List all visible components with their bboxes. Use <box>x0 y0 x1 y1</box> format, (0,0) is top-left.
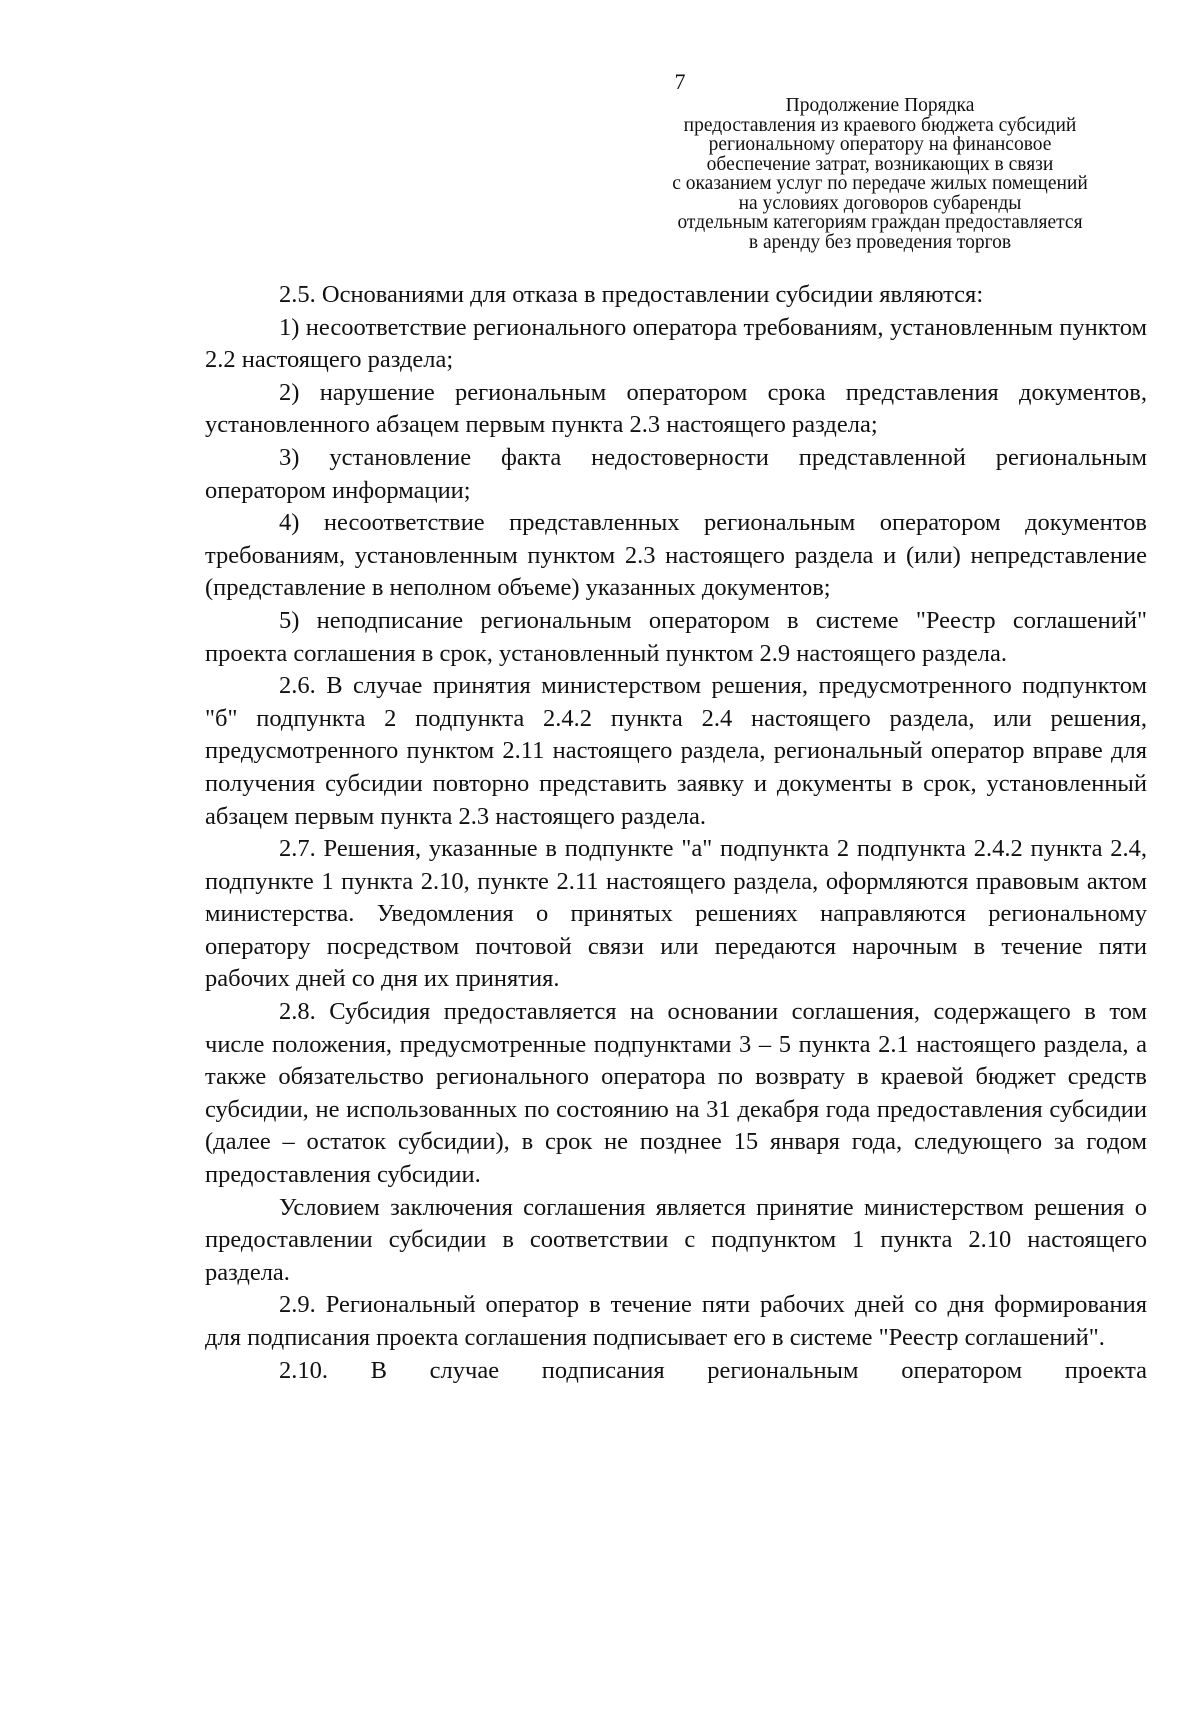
document-body <box>205 279 1147 1387</box>
paragraph-item-5: 5) неподписание региональным оператором в системе "Реестр соглашений" проекта соглашения в срок, установленный пунктом 2.9 настоящего раздела. <box>205 606 1147 667</box>
page-number: 7 <box>674 69 686 94</box>
header-line: предоставления из краевого бюджета субсидий <box>683 114 1077 136</box>
header-line: Продолжение Порядка <box>785 95 975 116</box>
paragraph-2-10: 2.10. В случае подписания региональным оператором проекта <box>279 1356 1147 1384</box>
header-line: в аренду без проведения торгов <box>748 231 1012 253</box>
paragraph-item-1: 1) несоответствие регионального оператора требованиям, установленным пунктом 2.2 настоящего раздела; <box>205 313 1147 374</box>
paragraph-item-4: 4) несоответствие представленных региональным оператором документов требованиям, установленным пунктом 2.3 настоящего раздела и (или) непредставление (представление в неполном объеме) указанных документов; <box>205 509 1147 602</box>
paragraph-item-3: 3) установление факта недостоверности представленной региональным оператором информации; <box>205 443 1147 504</box>
paragraph-2-8: 2.8. Субсидия предоставляется на основании соглашения, содержащего в том числе положения, предусмотренные подпунктами 3 – 5 пункта 2.1 настоящего раздела, а также обязательство регионального оператора по возврату в краевой бюджет средств субсидии, не использованных по состоянию на 31 декабря года предоставления субсидии (далее – остаток субсидии), в срок не позднее 15 января года, следующего за годом предоставления субсидии. <box>205 998 1147 1189</box>
paragraph-2-5: 2.5. Основаниями для отказа в предоставлении субсидии являются: <box>279 281 984 308</box>
paragraph-item-2: 2) нарушение региональным оператором срока представления документов, установленного абзацем первым пункта 2.3 настоящего раздела; <box>205 378 1147 439</box>
paragraph-2-6: 2.6. В случае принятия министерством решения, предусмотренного подпунктом "б" подпункта 2 подпункта 2.4.2 пункта 2.4 настоящего раздела, или решения, предусмотренного пунктом 2.11 настоящего раздела, региональный оператор вправе для получения субсидии повторно представить заявку и документы в срок, установленный абзацем первым пункта 2.3 настоящего раздела. <box>205 672 1147 830</box>
header-line: региональному оператору на финансовое <box>708 134 1052 155</box>
paragraph-2-7: 2.7. Решения, указанные в подпункте "а" подпункта 2 подпункта 2.4.2 пункта 2.4, подпункте 1 пункта 2.10, пункте 2.11 настоящего раздела, оформляются правовым актом министерства. Уведомления о принятых решениях направляются региональному оператору посредством почтовой связи или передаются нарочным в течение пяти рабочих дней со дня их принятия. <box>205 835 1147 993</box>
header-block <box>610 96 1150 252</box>
header-line: обеспечение затрат, возникающих в связи <box>706 153 1054 175</box>
header-line: с оказанием услуг по передаче жилых помещений <box>672 173 1088 194</box>
header-line: отдельным категориям граждан предоставляется <box>677 212 1083 233</box>
paragraph-condition: Условием заключения соглашения является принятие министерством решения о предоставлении субсидии в соответствии с подпунктом 1 пункта 2.10 настоящего раздела. <box>205 1193 1147 1286</box>
header-line: на условиях договоров субаренды <box>738 192 1022 214</box>
paragraph-2-9: 2.9. Региональный оператор в течение пяти рабочих дней со дня формирования для подписания проекта соглашения подписывает его в системе "Реестр соглашений". <box>205 1291 1147 1351</box>
